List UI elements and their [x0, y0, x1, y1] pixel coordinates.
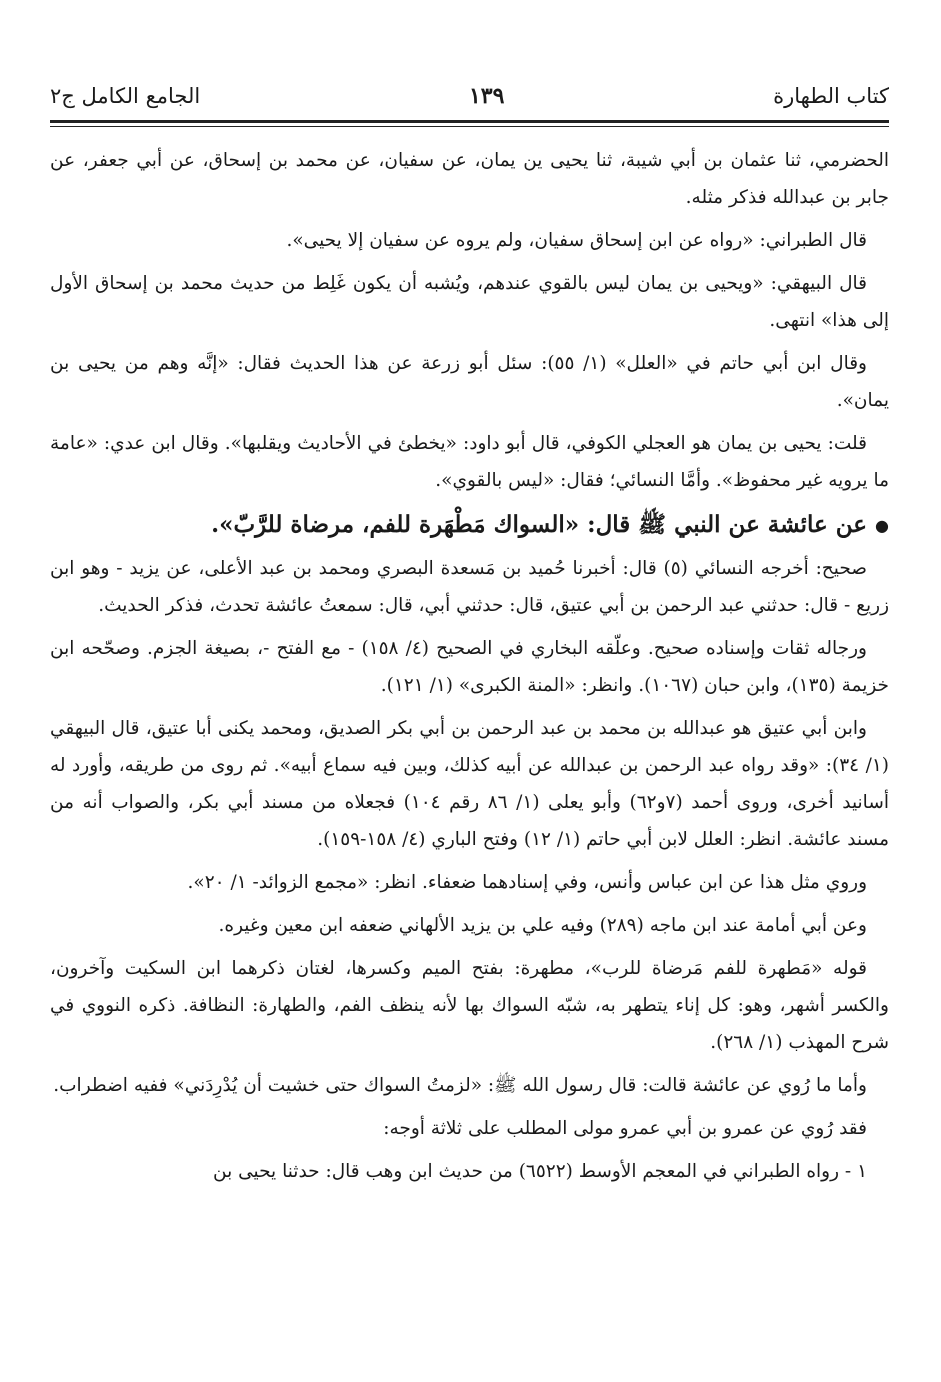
paragraph: قلت: يحيى بن يمان هو العجلي الكوفي، قال أبو داود: «يخطئ في الأحاديث ويقلبها». وقال ابن عدي: «عامة ما يرويه غير محفوظ». وأمَّا النسائي؛ فقال: «ليس بالقوي». [50, 433, 889, 491]
book-title: الجامع الكامل ج٢ [50, 84, 201, 108]
page-header [50, 78, 889, 114]
hadith-heading [50, 505, 889, 546]
chapter-title: كتاب الطهارة [773, 84, 889, 108]
paragraph: وابن أبي عتيق هو عبدالله بن محمد بن عبد الرحمن بن أبي بكر الصديق، ومحمد يكنى أبا عتيق، قال البيهقي (١/ ٣٤): «وقد رواه عبد الرحمن بن عبدالله عن أبيه كذلك، وبين فيه سماع أبيه». ثم روى من طريقه، وأورد له أسانيد أخرى، وروى أحمد (٧و٦٢) وأبو يعلى (١/ ٨٦ رقم ١٠٤) فجعلاه من مسند أبي بكر، والصواب أنه من مسند عائشة. انظر: العلل لابن أبي حاتم (١/ ١٢) وفتح الباري (٤/ ١٥٨-١٥٩). [50, 718, 889, 850]
paragraph: صحيح: أخرجه النسائي (٥) قال: أخبرنا حُميد بن مَسعدة البصري ومحمد بن عبد الأعلى، عن يزيد - وهو ابن زريع - قال: حدثني عبد الرحمن بن أبي عتيق، قال: حدثني أبي، قال: سمعتُ عائشة تحدث، فذكر الحديث. [50, 558, 889, 616]
paragraph: قال البيهقي: «ويحيى بن يمان ليس بالقوي عندهم، ويُشبه أن يكون غَلِط من حديث محمد بن إسحاق الأول إلى هذا» انتهى. [50, 273, 889, 331]
bullet-icon: ● [875, 516, 889, 535]
page-number: ١٣٩ [468, 83, 505, 109]
paragraph: قال الطبراني: «رواه عن ابن إسحاق سفيان، ولم يروه عن سفيان إلا يحيى». [286, 230, 867, 251]
paragraph: ورجاله ثقات وإسناده صحيح. وعلّقه البخاري في الصحيح (٤/ ١٥٨) - مع الفتح -، بصيغة الجزم. وصحّحه ابن خزيمة (١٣٥)، وابن حبان (١٠٦٧). وانظر: «المنة الكبرى» (١/ ١٢١). [50, 638, 889, 696]
paragraph: الحضرمي، ثنا عثمان بن أبي شيبة، ثنا يحيى ين يمان، عن سفيان، عن محمد بن إسحاق، عن أبي جعفر، عن جابر بن عبدالله فذكر مثله. [50, 150, 889, 208]
paragraph: وقال ابن أبي حاتم في «العلل» (١/ ٥٥): سئل أبو زرعة عن هذا الحديث فقال: «إنَّه وهم من يحيى بن يمان». [50, 353, 889, 411]
paragraph: فقد رُوي عن عمرو بن أبي عمرو مولى المطلب على ثلاثة أوجه: [383, 1118, 867, 1139]
paragraph: وعن أبي أمامة عند ابن ماجه (٢٨٩) وفيه علي بن يزيد الألهاني ضعفه ابن معين وغيره. [218, 915, 867, 936]
hadith-text: عن عائشة عن النبي ﷺ قال: «السواك مَطْهَرة للفم، مرضاة للرَّبّ». [211, 511, 868, 538]
paragraph: وأما ما رُوي عن عائشة قالت: قال رسول الله ﷺ: «لزمتُ السواك حتى خشيت أن يُدْرِدَني» ففيه اضطراب. [53, 1075, 867, 1096]
page-body [50, 142, 889, 1196]
paragraph: قوله «مَطهرة للفم مَرضاة للرب»، مطهرة: بفتح الميم وكسرها، لغتان ذكرهما ابن السكيت وآخرون، والكسر أشهر، وهو: كل إناء يتطهر به، شبّه السواك بها لأنه ينظف الفم، والطهارة: النظافة. ذكره النووي في شرح المهذب (١/ ٢٦٨). [50, 958, 889, 1053]
paragraph: ١ - رواه الطبراني في المعجم الأوسط (٦٥٢٢) من حديث ابن وهب قال: حدثنا يحيى بن [212, 1161, 867, 1182]
header-rule-thin [50, 126, 889, 127]
paragraph: وروي مثل هذا عن ابن عباس وأنس، وفي إسنادهما ضعفاء. انظر: «مجمع الزوائد- ١/ ٢٠». [187, 872, 867, 893]
header-rule-thick [50, 120, 889, 123]
